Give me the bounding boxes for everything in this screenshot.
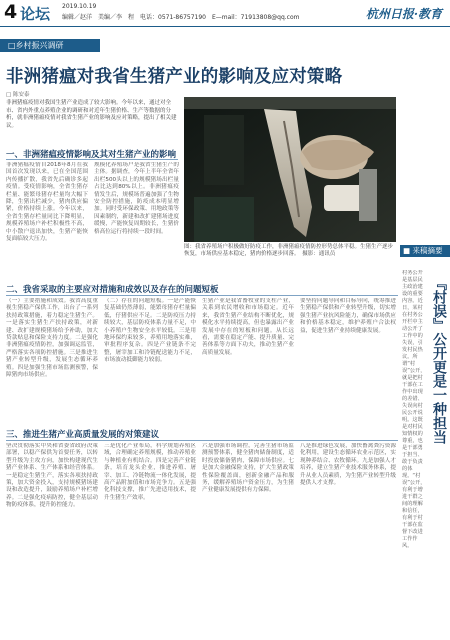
column-tag: □乡村振兴调研 <box>0 39 100 52</box>
masthead <box>0 0 450 27</box>
section3-column-b: 三是优化产业布局，科学规划养殖区域，合理确定养殖规模，推动养殖业与种植业有机结合。四是完善产业链条，培育龙头企业，推进养殖、屠宰、加工、冷链物流一体化发展，提高产品附加值和市场竞争力。五是强化科技支撑，推广先进适用技术，提升生猪生产效率。 <box>104 443 196 501</box>
reporter <box>6 90 29 98</box>
reporter-name: □ 陈安泰 <box>6 92 30 98</box>
paper-name: 杭州日报·教育 <box>365 7 442 21</box>
section3-column-c: 六是加强市场调控，完善生猪市场监测预警体系，健全猪肉储备制度，适时投放储备猪肉，保障市场供应。七是加大金融保险支持，扩大生猪政策性保险覆盖面，创新金融产品和服务，缓解养殖场户资金压力，为生猪产业健康发展提供有力保障。 <box>202 443 294 494</box>
editor-line: 编辑／赵洋 美编／李 程 电话：0571-86757190 E—mail：71913808@qq.com <box>62 14 300 21</box>
section1-title: 一、非洲猪瘟疫情影响及其对生猪产业的影响 <box>6 150 177 160</box>
sidebar-tag: ■ 来稿摘要 <box>400 245 450 257</box>
section2-title: 二、我省采取的主要应对措施和成效以及存在的问题短板 <box>6 285 219 295</box>
section2-column-d: 要坚持问题导向和目标导向，统筹推进生猪稳产保供和产业转型升级，切实增强生猪产业抗风险能力，确保市场供应和价格基本稳定，维护养殖户合法权益，促进生猪产业持续健康发展。 <box>300 298 396 334</box>
news-photo <box>184 97 396 242</box>
sidebar <box>400 240 450 640</box>
photo-illustration <box>184 97 396 242</box>
headline: 非洲猪瘟对我省生猪产业的影响及应对策略 <box>6 67 343 87</box>
section2-rule <box>6 295 398 296</box>
photo-caption: 图：我省养殖场户积极做好防疫工作，非洲猪瘟疫情防控形势总体平稳。生猪生产逐步恢复，市场供应基本稳定，猪肉价格逐步回落。 摄影：通讯员 <box>184 244 394 257</box>
date-line: 2019.10.19 <box>62 3 97 10</box>
section2-column-a: （一）主要措施和成效。我省高度重视生猪稳产保供工作，出台了一系列扶持政策措施，着力稳定生猪生产。一是落实生猪生产扶持政策，对新建、改扩建规模猪场给予补助，加大贷款贴息和保险支持力度。二是强化非洲猪瘟疫情防控，加强调运监管，严格落实各项防控措施。三是推进生猪产业转型升级，发展生态循环养殖。四是加强生猪市场监测预警，保障猪肉市场供应。 <box>6 298 98 379</box>
section2-column-c: 生猪产业是我省畜牧业的支柱产业，关系到农民增收和市场稳定。近年来，我省生猪产业结构不断优化，规模化水平持续提高，但也暴露出产业发展中存在的短板和问题。从长远看，需要在稳定产能、提升质量、完善体系等方面下功夫，推动生猪产业高质量发展。 <box>202 298 294 356</box>
section3-title: 三、推进生猪产业高质量发展的对策建议 <box>6 430 160 440</box>
page-number: 4 <box>4 1 18 23</box>
section1-rule <box>6 159 178 160</box>
section1-column-a: 非洲猪瘟疫情自2018年8月在我国首次发现以来，已在全国范围内传播扩散，我省先后确诊多起疫情。受疫情影响，全省生猪存栏量、能繁母猪存栏量均大幅下降，生猪出栏减少，猪肉供应偏紧，价格持续上涨。今年以来，全省生猪存栏量同比下降明显，规模养殖场户补栏积极性不高，中小散户退出加快，生猪产能恢复面临较大压力。 <box>6 162 88 243</box>
sidebar-text: 村务公开是基层民主政治建设的重要内容。近日，某村在村务公开栏中主动公开了工作中的失误，引发村民热议。所谓“村误”公开，就是把村干部在工作中出现的差错、失误向村民公开说明。这既是对村民知情权的尊重，也是干部勇于担当、敢于负责的体现。“村误”公开，有利于增进干群之间的理解和信任，有利于村干部在监督下改进工作作风。 <box>402 270 426 549</box>
section-title: 论坛 <box>20 5 51 23</box>
section3-column-d: 八是推进绿色发展，加快畜禽粪污资源化利用，建设生态循环农业示范区，实现种养结合、农牧循环。九是加强人才培养，建立生猪产业技术服务体系，提升从业人员素质，为生猪产业转型升级提供人才支撑。 <box>300 443 396 487</box>
sidebar-title: 『村误』公开更是一种担当 <box>431 276 447 444</box>
section3-column-a: 坚决贯彻落实中央和省委省政府决策部署，以稳产保供为首要任务，以转型升级为主攻方向，加快构建现代生猪产业体系、生产体系和经营体系。一是稳定生猪生产，落实各项扶持政策，加大资金投入，支持规模猪场建设和改造提升，鼓励养殖场户补栏增养。二是强化疫病防控，健全基层动物防疫体系，提升防控能力。 <box>6 443 98 509</box>
section3-rule <box>6 440 398 441</box>
section2-column-b: （二）存在的问题短板。一是产能恢复基础仍然薄弱，能繁母猪存栏量偏低，仔猪供应不足。二是防疫压力持续较大，基层防疫体系力量不足，中小养殖户生物安全水平较低。三是用地环保约束较多，养殖用地落实难，审批程序复杂。四是产业链条不完整，屠宰加工和冷链配送能力不足，市场波动抵御能力较弱。 <box>104 298 196 364</box>
lead-paragraph: 非洲猪瘟疫情对我国生猪产业造成了较大影响。今年以来，通过对全市、省内外重点养殖企业的调研和对近年生猪价格、生产等数据的分析，就非洲猪瘟疫情对我省生猪产业的影响及应对策略，提出了相关建议。 <box>6 100 177 129</box>
section1-column-b: 规模化养殖场户是我省生猪生产的主体。据调查，今年上半年全省年出栏500头以上的规模猪场出栏量占比达到80%以上。非洲猪瘟疫情发生后，规模场普遍加强了生物安全防控措施，防疫成本明显增加。同时受环保政策、用地政策等因素制约，新建和改扩建猪场进度缓慢，产能恢复周期较长，生猪价格高位运行将持续一段时间。 <box>94 162 179 235</box>
